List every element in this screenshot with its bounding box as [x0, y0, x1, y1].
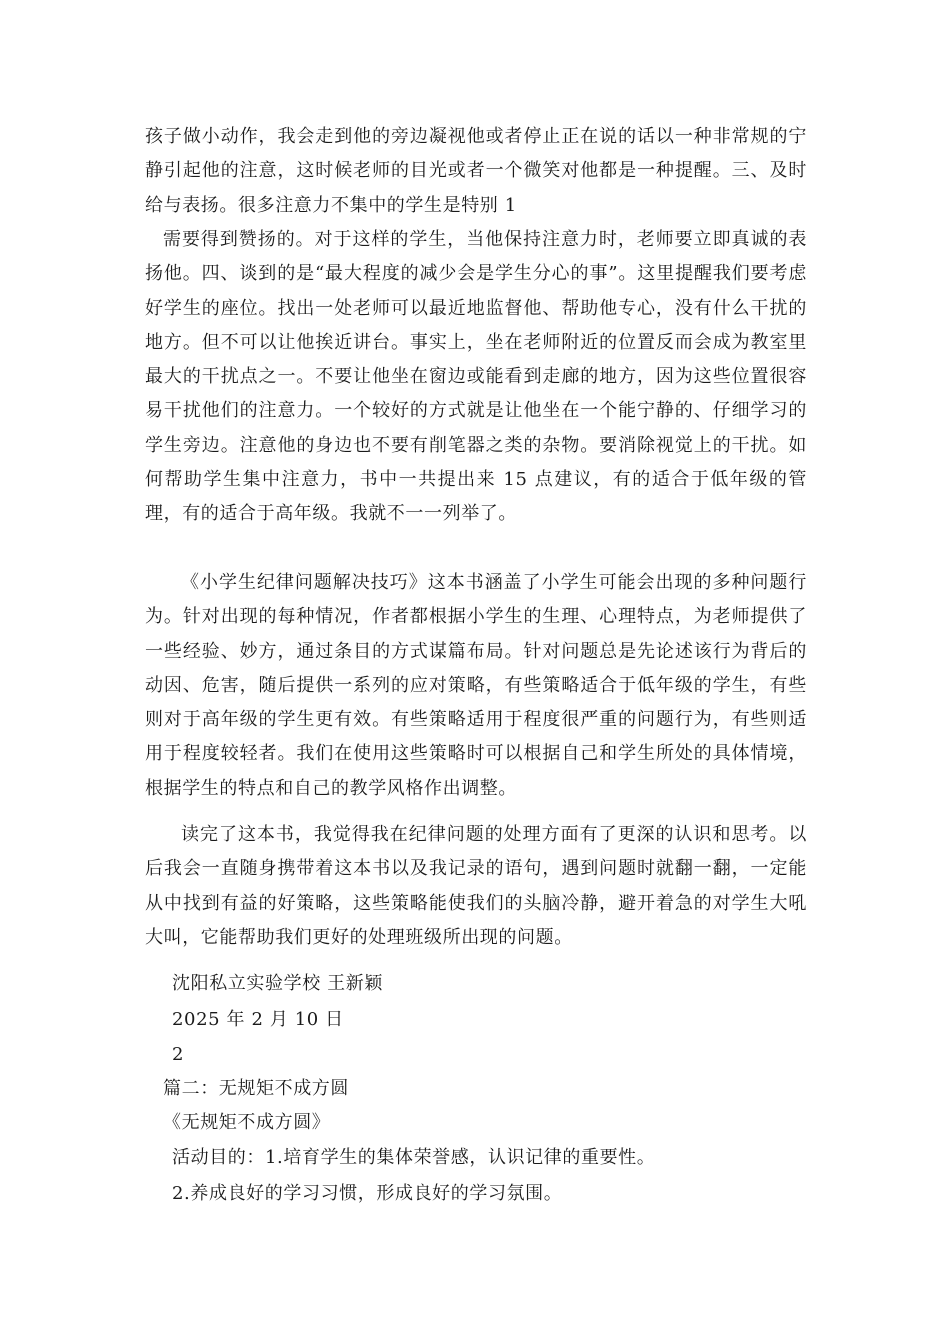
activity-goal-1: 活动目的：1.培育学生的集体荣誉感，认识记律的重要性。: [172, 1147, 656, 1168]
section-title: 篇二：无规矩不成方圆: [163, 1078, 349, 1099]
paragraph-3: 《小学生纪律问题解决技巧》这本书涵盖了小学生可能会出现的多种问题行为。针对出现的每种情况，作者都根据小学生的生理、心理特点，为老师提供了一些经验、妙方，通过条目的方式谋篇布局。针对问题总是先论述该行为背后的动因、危害，随后提供一系列的应对策略，有些策略适合于低年级的学生，有些则对于高年级的学生更有效。有些策略适用于程度很严重的问题行为，有些则适用于程度较轻者。我们在使用这些策略时可以根据自己和学生所处的具体情境，根据学生的特点和自己的教学风格作出调整。: [145, 572, 807, 799]
paragraph-2: 需要得到赞扬的。对于这样的学生，当他保持注意力时，老师要立即真诚的表扬他。四、谈到的是“最大程度的减少会是学生分心的事”。这里提醒我们要考虑好学生的座位。找出一处老师可以最近地监督他、帮助他专心，没有什么干扰的地方。但不可以让他挨近讲台。事实上，坐在老师附近的位置反而会成为教室里最大的干扰点之一。不要让他坐在窗边或能看到走廊的地方，因为这些位置很容易干扰他们的注意力。一个较好的方式就是让他坐在一个能宁静的、仔细学习的学生旁边。注意他的身边也不要有削笔器之类的杂物。要消除视觉上的干扰。如何帮助学生集中注意力，书中一共提出来 15 点建议，有的适合于低年级的管理，有的适合于高年级。我就不一一列举了。: [145, 229, 807, 525]
date: 2025 年 2 月 10 日: [172, 1009, 344, 1030]
page-number: 2: [172, 1044, 185, 1065]
activity-goal-2: 2.养成良好的学习习惯，形成良好的学习氛围。: [172, 1183, 563, 1204]
paragraph-4: 读完了这本书，我觉得我在纪律问题的处理方面有了更深的认识和思考。以后我会一直随身携带着这本书以及我记录的语句，遇到问题时就翻一翻，一定能从中找到有益的好策略，这些策略能使我们的头脑冷静，避开着急的对学生大吼大叫，它能帮助我们更好的处理班级所出现的问题。: [145, 824, 807, 948]
book-title: 《无规矩不成方圆》: [163, 1112, 331, 1133]
signature: 沈阳私立实验学校 王新颖: [172, 973, 383, 994]
paragraph-1: 孩子做小动作，我会走到他的旁边凝视他或者停止正在说的话以一种非常规的宁静引起他的注意，这时候老师的目光或者一个微笑对他都是一种提醒。三、及时给与表扬。很多注意力不集中的学生是特别 1: [145, 126, 807, 216]
